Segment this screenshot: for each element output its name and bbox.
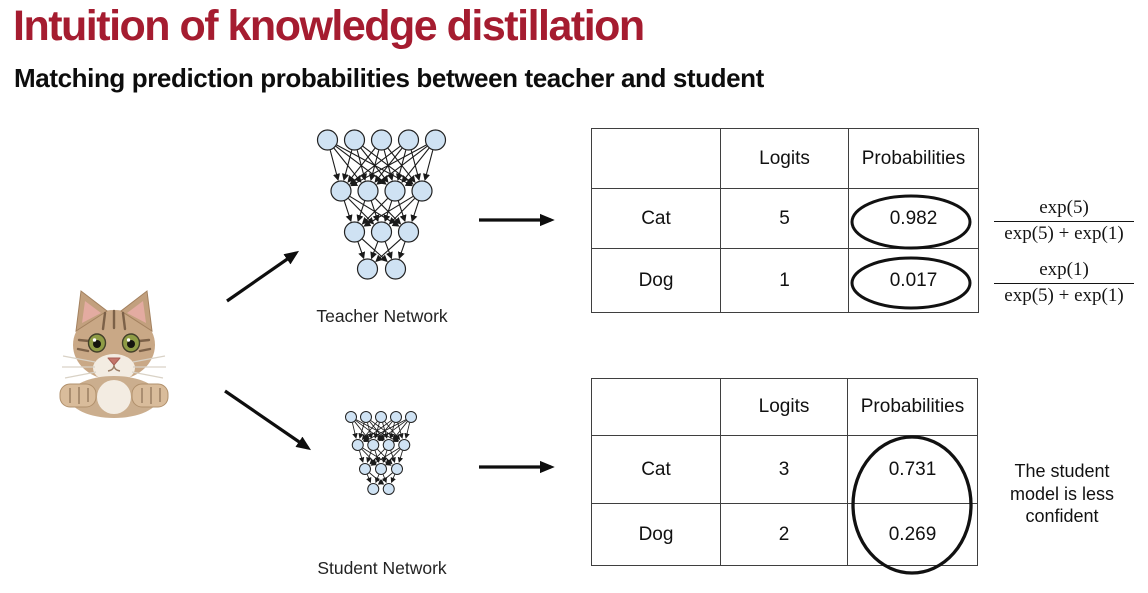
- network-connection: [384, 150, 392, 179]
- network-node: [358, 181, 378, 201]
- network-connection: [372, 448, 399, 465]
- cat-image: [60, 291, 168, 418]
- network-node: [383, 484, 394, 495]
- network-connection: [364, 421, 391, 441]
- student-header-empty: [592, 379, 721, 436]
- cat-eye-left: [89, 334, 106, 352]
- cat-paw-left: [60, 384, 96, 407]
- network-connection: [385, 201, 391, 220]
- network-connection: [359, 451, 362, 462]
- network-connection: [363, 146, 412, 183]
- table-row: [592, 189, 979, 249]
- network-node: [399, 222, 419, 242]
- network-connection: [403, 148, 429, 181]
- network-connection: [399, 451, 402, 462]
- network-node: [376, 464, 387, 475]
- formula-numerator: exp(5): [1039, 197, 1089, 218]
- network-connection: [385, 422, 399, 439]
- cat-pupil-left: [93, 340, 101, 348]
- cat-stripes: [78, 311, 150, 351]
- cat-pupil-right: [127, 340, 135, 348]
- teacher-header-logits: Logits: [721, 129, 849, 189]
- teacher-cat-prob: 0.982: [849, 189, 979, 249]
- network-connection: [336, 146, 385, 183]
- network-connection: [400, 242, 405, 257]
- network-node: [376, 412, 387, 423]
- network-connection: [378, 422, 392, 439]
- network-connection: [383, 451, 386, 462]
- softmax-formula-dog: [994, 259, 1134, 307]
- student-network-diagram: [346, 412, 417, 495]
- table-row: [592, 249, 979, 313]
- network-connection: [365, 196, 413, 225]
- student-dog-label: Dog: [592, 504, 721, 566]
- network-connection: [375, 451, 378, 462]
- network-connection: [352, 423, 355, 437]
- network-node: [383, 440, 394, 451]
- network-connection: [394, 422, 408, 439]
- network-connection: [344, 150, 352, 179]
- cat-mouth: [108, 365, 120, 371]
- teacher-cat-logit: 5: [721, 189, 849, 249]
- network-node: [426, 130, 446, 150]
- network-connection: [391, 423, 395, 437]
- network-connection: [368, 451, 372, 462]
- formula-denominator: exp(5) + exp(1): [994, 221, 1134, 245]
- network-connection: [362, 449, 376, 463]
- network-connection: [365, 420, 406, 441]
- network-connection: [351, 146, 400, 183]
- network-connection: [378, 146, 427, 183]
- network-node: [352, 440, 363, 451]
- network-connection: [370, 473, 383, 484]
- network-connection: [398, 150, 406, 179]
- network-connection: [344, 201, 350, 220]
- network-node: [386, 259, 406, 279]
- cat-head: [73, 310, 155, 380]
- network-connection: [337, 145, 411, 185]
- teacher-network-label: Teacher Network: [316, 306, 448, 326]
- network-node: [368, 484, 379, 495]
- network-node: [399, 440, 410, 451]
- network-connection: [334, 148, 360, 181]
- network-node: [361, 412, 372, 423]
- network-connection: [412, 201, 418, 220]
- network-node: [392, 464, 403, 475]
- page-subtitle: Matching prediction probabilities between teacher and student: [14, 63, 764, 93]
- network-node: [360, 464, 371, 475]
- network-connection: [349, 148, 375, 181]
- network-connection: [371, 201, 377, 220]
- cat-muzzle: [93, 354, 135, 382]
- arrow-input-to-student: [225, 391, 308, 448]
- network-node: [331, 181, 351, 201]
- student-dog-logit: 2: [721, 504, 848, 566]
- network-node: [345, 130, 365, 150]
- page-title: Intuition of knowledge distillation: [13, 2, 644, 50]
- network-node: [399, 130, 419, 150]
- teacher-header-probabilities: Probabilities: [849, 129, 979, 189]
- network-connection: [392, 475, 395, 482]
- network-connection: [363, 198, 387, 223]
- student-network-label: Student Network: [317, 558, 447, 578]
- network-node: [391, 412, 402, 423]
- formula-denominator: exp(5) + exp(1): [994, 283, 1134, 307]
- network-connection: [370, 422, 384, 439]
- network-connection: [383, 475, 386, 482]
- teacher-dog-logit: 1: [721, 249, 849, 313]
- cat-eye-highlight: [93, 338, 96, 341]
- teacher-header-empty: [592, 129, 721, 189]
- network-connection: [387, 449, 401, 463]
- cat-chest: [97, 380, 131, 414]
- network-connection: [380, 421, 407, 441]
- network-connection: [367, 475, 370, 482]
- network-connection: [379, 473, 392, 484]
- teacher-dog-label: Dog: [592, 249, 721, 313]
- formula-numerator: exp(1): [1039, 259, 1089, 280]
- teacher-table: [591, 128, 979, 313]
- network-connection: [355, 422, 369, 439]
- network-node: [406, 412, 417, 423]
- network-connection: [371, 449, 385, 463]
- cat-paw-right: [132, 384, 168, 407]
- network-connection: [411, 150, 419, 179]
- network-connection: [363, 422, 377, 439]
- network-connection: [383, 423, 387, 438]
- network-connection: [362, 239, 386, 261]
- cat-whiskers: [62, 356, 166, 378]
- network-connection: [371, 421, 398, 441]
- network-connection: [372, 242, 378, 257]
- student-confidence-note: The student model is less confident: [1009, 461, 1115, 526]
- network-connection: [425, 150, 433, 179]
- network-connection: [388, 148, 414, 181]
- network-connection: [377, 239, 401, 261]
- softmax-formula-cat: [994, 197, 1134, 245]
- network-connection: [356, 420, 397, 441]
- cat-body: [69, 376, 159, 418]
- network-connection: [398, 423, 402, 438]
- network-connection: [356, 421, 383, 441]
- cat-paw-toes: [70, 387, 160, 404]
- network-node: [346, 412, 357, 423]
- network-connection: [357, 150, 365, 179]
- student-header-probabilities: Probabilities: [848, 379, 978, 436]
- network-node: [412, 181, 432, 201]
- cat-inner-ear-left: [82, 301, 101, 323]
- network-connection: [361, 148, 387, 181]
- table-row: [592, 436, 978, 504]
- network-connection: [376, 475, 379, 482]
- network-node: [318, 130, 338, 150]
- student-header-logits: Logits: [721, 379, 848, 436]
- cat-ear-right: [121, 291, 152, 331]
- student-table: [591, 378, 978, 566]
- network-connection: [371, 150, 379, 179]
- network-connection: [358, 201, 364, 220]
- network-node: [372, 222, 392, 242]
- teacher-network-diagram: [318, 130, 446, 279]
- network-connection: [358, 242, 363, 257]
- network-connection: [375, 198, 399, 223]
- cat-ear-left: [76, 291, 107, 331]
- network-connection: [377, 449, 391, 463]
- network-connection: [376, 148, 402, 181]
- table-row: [592, 379, 978, 436]
- teacher-cat-label: Cat: [592, 189, 721, 249]
- network-connection: [391, 451, 395, 462]
- cat-eye-highlight: [127, 338, 130, 341]
- network-connection: [330, 150, 338, 179]
- student-dog-prob: 0.269: [848, 504, 978, 566]
- cat-eye-right: [123, 334, 140, 352]
- network-connection: [352, 145, 426, 185]
- network-connection: [363, 448, 390, 465]
- cat-inner-ear-right: [127, 301, 146, 323]
- network-node: [345, 222, 365, 242]
- student-cat-logit: 3: [721, 436, 848, 504]
- network-connection: [398, 201, 404, 220]
- network-node: [372, 130, 392, 150]
- table-row: [592, 129, 979, 189]
- arrow-input-to-teacher: [227, 253, 296, 301]
- network-connection: [348, 198, 372, 223]
- network-node: [358, 259, 378, 279]
- network-connection: [360, 423, 364, 438]
- network-connection: [406, 423, 409, 437]
- cat-nose: [108, 358, 120, 365]
- network-node: [368, 440, 379, 451]
- student-cat-label: Cat: [592, 436, 721, 504]
- network-node: [385, 181, 405, 201]
- network-connection: [350, 196, 398, 225]
- network-connection: [390, 198, 414, 223]
- table-row: [592, 504, 978, 566]
- teacher-dog-prob: 0.017: [849, 249, 979, 313]
- network-connection: [385, 242, 391, 257]
- network-connection: [375, 423, 379, 438]
- network-connection: [368, 423, 372, 437]
- student-cat-prob: 0.731: [848, 436, 978, 504]
